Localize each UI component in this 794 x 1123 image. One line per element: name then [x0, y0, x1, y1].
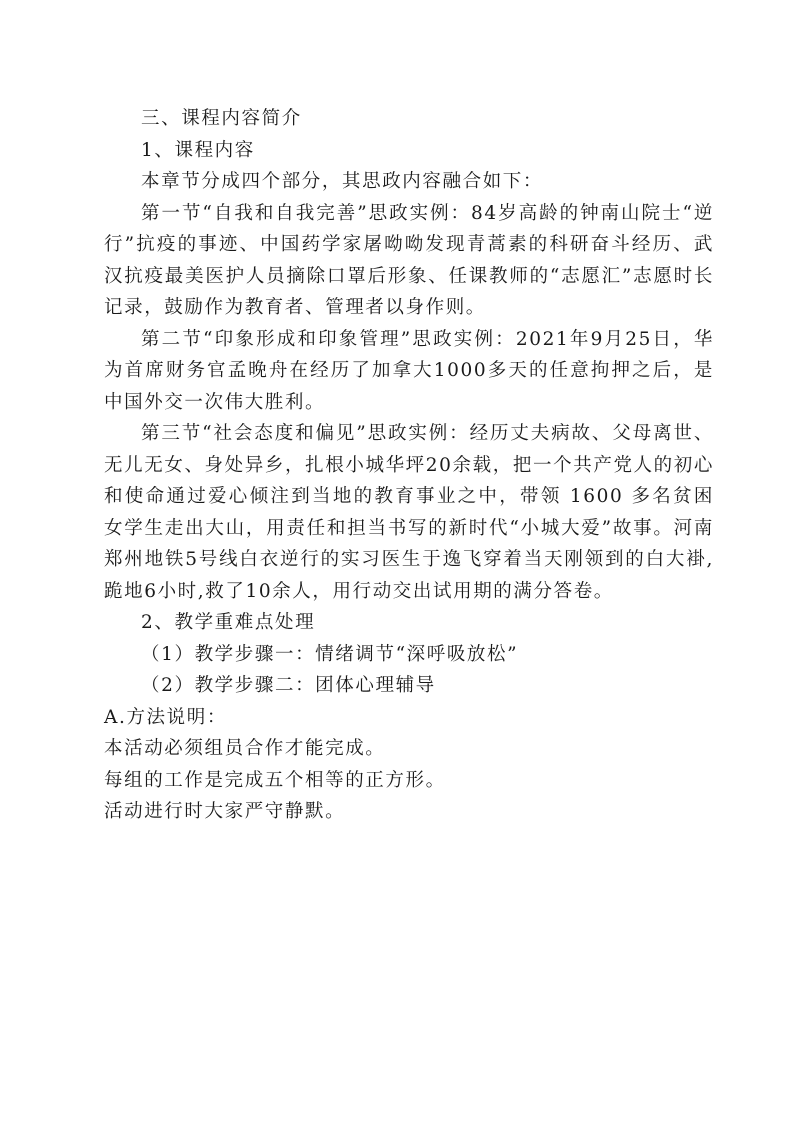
subsection-heading-teaching-focus: 2、教学重难点处理: [141, 612, 316, 633]
method-line-3: 活动进行时大家严守静默。: [104, 801, 346, 822]
teaching-step-1: （1）教学步骤一：情绪调节“深呼吸放松”: [141, 643, 519, 665]
intro-paragraph: 本章节分成四个部分，其思政内容融合如下：: [141, 171, 544, 192]
paragraph-section-2: 第二节“印象形成和印象管理”思政实例：2021年9月25日，华为首席财务官孟晚舟在经历了加拿大1000多天的任意拘押之后，是中国外交一次伟大胜利。: [104, 328, 714, 413]
subsection-heading-course-content: 1、课程内容: [141, 139, 255, 161]
teaching-step-2: （2）教学步骤二：团体心理辅导: [141, 675, 436, 696]
section-heading: 三、课程内容简介: [141, 108, 302, 129]
method-line-1: 本活动必须组员合作才能完成。: [104, 738, 386, 759]
method-label: A.方法说明：: [104, 706, 227, 728]
paragraph-section-3: 第三节“社会态度和偏见”思政实例：经历丈夫病故、父母离世、无儿无女、身处异乡，扎根小城华坪20余载，把一个共产党人的初心和使命通过爱心倾注到当地的教育事业之中，带领 1600 多名贫困女学生走出大山，用责任和担当书写的新时代“小城大爱”故事。河南郑州地铁5号线白衣逆行的实习医生于逸飞穿着当天刚领到的白大褂,跪地6小时,救了10余人，用行动交出试用期的满分答卷。: [104, 423, 714, 602]
document-body: [104, 103, 714, 828]
method-line-2: 每组的工作是完成五个相等的正方形。: [104, 769, 446, 791]
paragraph-section-1: 第一节“自我和自我完善”思政实例：84岁高龄的钟南山院士“逆行”抗疫的事迹、中国药学家屠呦呦发现青蒿素的科研奋斗经历、武汉抗疫最美医护人员摘除口罩后形象、任课教师的“志愿汇”志愿时长记录，鼓励作为教育者、管理者以身作则。: [104, 202, 714, 318]
